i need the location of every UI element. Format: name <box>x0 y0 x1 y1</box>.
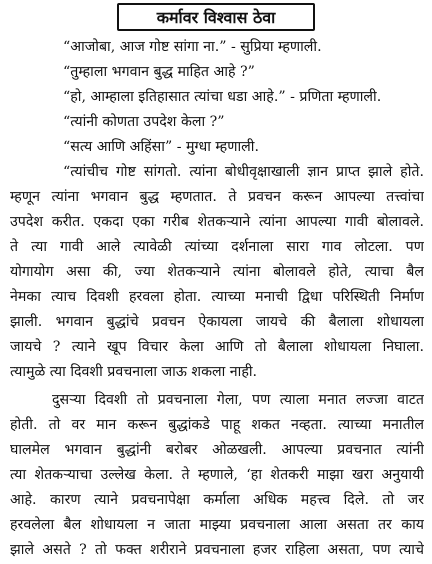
paragraph-line: उपदेश करीत. एकदा एका गरीब शेतकऱ्याने त्यांना आपल्या गावी बोलावले. <box>10 214 424 230</box>
paragraph-line: हरवलेला बैल शोधायला न जाता माझ्या प्रवचनाला आला असता तर काय <box>10 517 424 533</box>
paragraph-line: त्या शेतकऱ्याचा उल्लेख केला. ते म्हणाले, ‘हा शेतकरी माझा खरा अनुयायी <box>10 467 424 483</box>
dialogue-line: “हो, आम्हाला इतिहासात त्यांचा धडा आहे.” - प्रणिता म्हणाली. <box>63 89 382 105</box>
paragraph-line: जायचे ? त्याने खूप विचार केला आणि तो बैलाला शोधायला निघाला. <box>10 339 424 355</box>
paragraph-line: दुसऱ्या दिवशी तो प्रवचनाला गेला, पण त्याला मनात लज्जा वाटत <box>52 392 424 408</box>
paragraph-line: त्यामुळे त्या दिवशी प्रवचनाला जाऊ शकला नाही. <box>10 364 258 380</box>
paragraph-line: योगायोग असा की, ज्या शेतकऱ्याने त्यांना बोलावले होते, त्याचा बैल <box>10 264 424 280</box>
story-title: कर्मावर विश्वास ठेवा <box>117 3 315 31</box>
dialogue-line: “त्यांनी कोणता उपदेश केला ?” <box>63 114 225 130</box>
paragraph-line: घालमेल भगवान बुद्धांनी बरोबर ओळखली. आपल्या प्रवचनात त्यांनी <box>10 442 424 458</box>
paragraph-line: होती. तो वर मान करून बुद्धांकडे पाहू शकत नव्हता. त्याच्या मनातील <box>10 417 424 433</box>
dialogue-line: “आजोबा, आज गोष्ट सांगा ना.” - सुप्रिया म्हणाली. <box>63 39 322 55</box>
paragraph-line: आहे. कारण त्याने प्रवचनापेक्षा कर्माला अधिक महत्त्व दिले. तो जर <box>10 492 424 508</box>
paragraph-line: म्हणून त्यांना भगवान बुद्ध म्हणतात. ते प्रवचन करून आपल्या तत्त्वांचा <box>10 189 424 205</box>
paragraph-line: “त्यांचीच गोष्ट सांगतो. त्यांना बोधीवृक्षाखाली ज्ञान प्राप्त झाले होते. <box>63 164 424 180</box>
paragraph-line: झाले असते ? तो फक्त शरीराने प्रवचनाला हजर राहिला असता, पण त्याचे <box>10 542 424 558</box>
dialogue-line: “तुम्हाला भगवान बुद्ध माहित आहे ?” <box>63 64 255 80</box>
paragraph-line: नेमका त्याच दिवशी हरवला होता. त्याच्या मनाची द्विधा परिस्थिती निर्माण <box>10 289 424 305</box>
dialogue-line: “सत्य आणि अहिंसा” - मुग्धा म्हणाली. <box>63 139 259 155</box>
paragraph-line: झाली. भगवान बुद्धांचे प्रवचन ऐकायला जायचे की बैलाला शोधायला <box>10 314 424 330</box>
paragraph-line: ते त्या गावी आले त्यावेळी त्यांच्या दर्शनाला सारा गाव लोटला. पण <box>10 239 424 255</box>
